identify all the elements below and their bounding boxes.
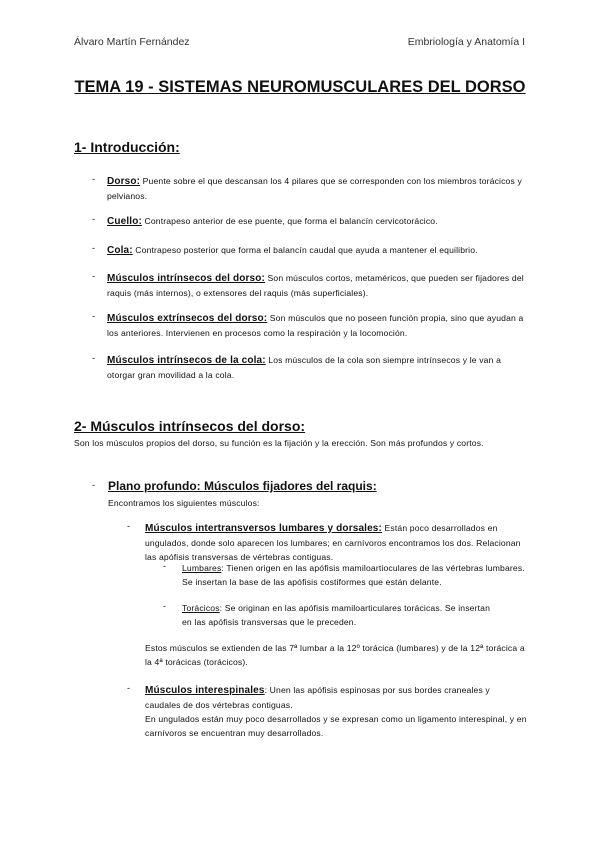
toracicos-item <box>182 601 502 629</box>
item-term: Lumbares <box>182 563 222 573</box>
intro-list-item <box>107 353 527 382</box>
bullet: - <box>163 601 166 611</box>
section-2-heading: 2- Músculos intrínsecos del dorso: <box>74 418 306 434</box>
extension-note: Estos músculos se extienden de las 7ª lumbar a la 12º torácica (lumbares) y de la 12ª torácica a la 4ª torácicas (torácicos). <box>145 643 525 667</box>
item-term: Músculos intertransversos lumbares y dorsales: <box>145 523 382 534</box>
item-term: Dorso: <box>107 176 141 187</box>
section-2-intro: Son los músculos propios del dorso, su función es la fijación y la erección. Son más profundos y cortos. <box>74 438 484 448</box>
bullet: - <box>163 561 166 571</box>
bullet: - <box>127 683 130 693</box>
item-text-2: En ungulados están muy poco desarrollados y se expresan como un ligamento interespinal, y en carnívoros se encuentran muy desarrollados. <box>145 714 527 738</box>
bullet: - <box>92 214 95 224</box>
intro-list-item <box>107 243 527 258</box>
header-course: Embriología y Anatomía I <box>407 36 525 48</box>
intro-list-item <box>107 311 527 340</box>
bullet: - <box>92 243 95 253</box>
plano-profundo-intro: Encontramos los siguientes músculos: <box>108 498 260 508</box>
item-text: Los músculos de la cola son siempre intrínsecos y le van a otorgar gran movilidad a la cola. <box>107 355 501 380</box>
intro-list-item <box>107 271 527 300</box>
item-text: Son músculos que no poseen función propia, sino que ayudan a los anteriores. Intervienen en procesos como la respiración y la locomoción. <box>107 313 524 338</box>
item-term: Músculos intrínsecos de la cola: <box>107 355 266 366</box>
plano-profundo-heading: Plano profundo: Músculos fijadores del raquis: <box>108 479 377 493</box>
item-text: Contrapeso anterior de ese puente, que forma el balancín cervicotorácico. <box>141 216 438 226</box>
section-1-heading: 1- Introducción: <box>74 139 180 155</box>
bullet: - <box>92 271 95 281</box>
page-title: TEMA 19 - SISTEMAS NEUROMUSCULARES DEL DORSO <box>74 78 526 96</box>
item-term: Torácicos <box>182 603 220 613</box>
bullet: - <box>127 521 130 531</box>
item-text: : Tienen origen en las apófisis mamiloartioculares de las vértebras lumbares. Se insertan la base de las apófisis costiformes que están delante. <box>182 563 525 587</box>
bullet: - <box>92 311 95 321</box>
item-term: Cuello: <box>107 216 142 227</box>
bullet: - <box>92 174 95 184</box>
header-author: Álvaro Martín Fernández <box>74 36 190 48</box>
item-text: : Unen las apófisis espinosas por sus bordes craneales y caudales de dos vértebras contiguas. <box>145 685 490 710</box>
item-text: : Se originan en las apófisis mamiloarticulares torácicas. Se insertan en las apófisis transversas que le preceden. <box>182 603 490 627</box>
item-term: Músculos extrínsecos del dorso: <box>107 313 268 324</box>
item-term: Músculos intrínsecos del dorso: <box>107 273 266 284</box>
item-text: Puente sobre el que descansan los 4 pilares que se corresponden con los miembros torácicos y pelvianos. <box>107 176 522 201</box>
interespinales-item <box>145 683 527 740</box>
item-text: Están poco desarrollados en ungulados, donde solo aparecen los lumbares; en carnívoros encontramos los dos. Relacionan las apófisis transversas de vértebras contiguas. <box>145 523 521 562</box>
item-term: Cola: <box>107 245 133 256</box>
intro-list-item <box>107 214 527 229</box>
item-term: Músculos interespinales <box>145 685 265 696</box>
bullet: - <box>92 353 95 363</box>
bullet: - <box>92 480 95 490</box>
item-text: Contrapeso posterior que forma el balancín caudal que ayuda a mantener el equilibrio. <box>132 245 478 255</box>
intro-list-item <box>107 174 527 203</box>
lumbares-item <box>182 561 527 589</box>
item-text: Son músculos cortos, metaméricos, que pueden ser fijadores del raquis (más internos), o extensores del raquis (más superficiales). <box>107 273 524 298</box>
intertransversos-item <box>145 521 527 564</box>
